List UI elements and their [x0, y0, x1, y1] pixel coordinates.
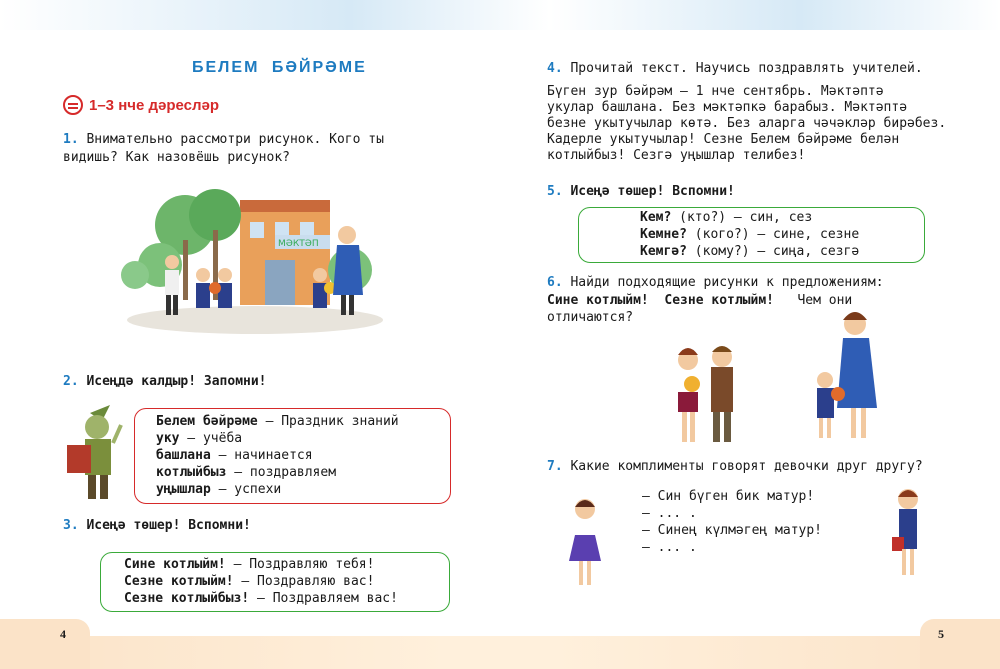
phrases-list — [124, 556, 398, 607]
phrase-item: Сезне котлыйм! – Поздравляю вас! — [124, 574, 375, 589]
page-number-right: 5 — [920, 619, 1000, 669]
vocab-list — [156, 413, 399, 498]
lesson-heading — [63, 95, 219, 115]
pronoun-item: Кемгә? (кому?) – сиңа, сезгә — [640, 244, 860, 259]
compliments-list — [642, 488, 822, 556]
pronoun-item: Кем? (кто?) – син, сез — [640, 210, 813, 225]
exercise-6-line1: 6. Найди подходящие рисунки к предложениям: — [547, 275, 884, 290]
text-line: безне укытучылар көтә. Без аларга чәчәкләр бирәбез. — [547, 116, 947, 131]
exercise-1-line1: 1. Внимательно рассмотри рисунок. Кого ты — [63, 132, 384, 147]
exercise-1-line2: видишь? Как назовёшь рисунок? — [63, 150, 290, 165]
exercise-2-heading: 2. Исеңдә калдыр! Запомни! — [63, 374, 267, 389]
compliment-line: – Синең күлмәгең матур! — [642, 523, 823, 538]
girl-with-bag-illustration — [888, 485, 928, 580]
girl-and-teacher-illustration — [805, 310, 895, 445]
girl-in-dress-illustration — [565, 495, 605, 590]
top-banner — [0, 0, 1000, 30]
vocab-item: котлыйбыз – поздравляем — [156, 465, 337, 480]
reading-text — [547, 84, 946, 164]
exercise-3-heading: 3. Исеңә төшер! Вспомни! — [63, 518, 251, 533]
vocab-item: башлана – начинается — [156, 448, 313, 463]
phrase-item: Сезне котлыйбыз! – Поздравляем вас! — [124, 591, 398, 606]
phrase-item: Сине котлыйм! – Поздравляю тебя! — [124, 557, 375, 572]
exercise-6-line3: отличаются? — [547, 310, 634, 325]
lesson-icon — [63, 95, 83, 115]
exercise-7-heading: 7. Какие комплименты говорят девочки друг другу? — [547, 459, 923, 474]
text-line: котлыйбыз! Сезгә уңышлар телибез! — [547, 148, 806, 163]
exercise-4-heading: 4. Прочитай текст. Научись поздравлять учителей. — [547, 61, 923, 76]
compliment-line: – ... . — [642, 540, 697, 555]
children-illustration — [670, 340, 745, 450]
school-sign: МӘКТӘП — [278, 239, 319, 249]
text-line: Бүген зур бәйрәм – 1 нче сентябрь. Мәктәптә — [547, 84, 884, 99]
vocab-item: уку – учёба — [156, 431, 243, 446]
lesson-label: 1–3 нче дәресләр — [89, 96, 220, 114]
compliment-line: – ... . — [642, 506, 697, 521]
vocab-item: уңышлар – успехи — [156, 482, 282, 497]
school-scene-illustration — [125, 180, 385, 335]
pronoun-item: Кемне? (кого?) – сине, сезне — [640, 227, 860, 242]
text-line: укулар башлана. Без мәктәпкә барабыз. Мәктәптә — [547, 100, 908, 115]
page-number-left: 4 — [0, 619, 90, 669]
bottom-banner — [0, 636, 1000, 669]
pronouns-list — [640, 209, 859, 260]
text-line: Кадерле укытучылар! Сезне Белем бәйрәме белән — [547, 132, 900, 147]
vocab-item: Белем бәйрәме – Праздник знаний — [156, 414, 399, 429]
compliment-line: – Син бүген бик матур! — [642, 489, 815, 504]
elf-with-book-illustration — [65, 405, 125, 505]
exercise-5-heading: 5. Исеңә төшер! Вспомни! — [547, 184, 735, 199]
page-title: БЕЛЕМ БӘЙРӘМЕ — [192, 59, 367, 76]
exercise-6-line2: Сине котлыйм! Сезне котлыйм! Чем они — [547, 293, 853, 308]
